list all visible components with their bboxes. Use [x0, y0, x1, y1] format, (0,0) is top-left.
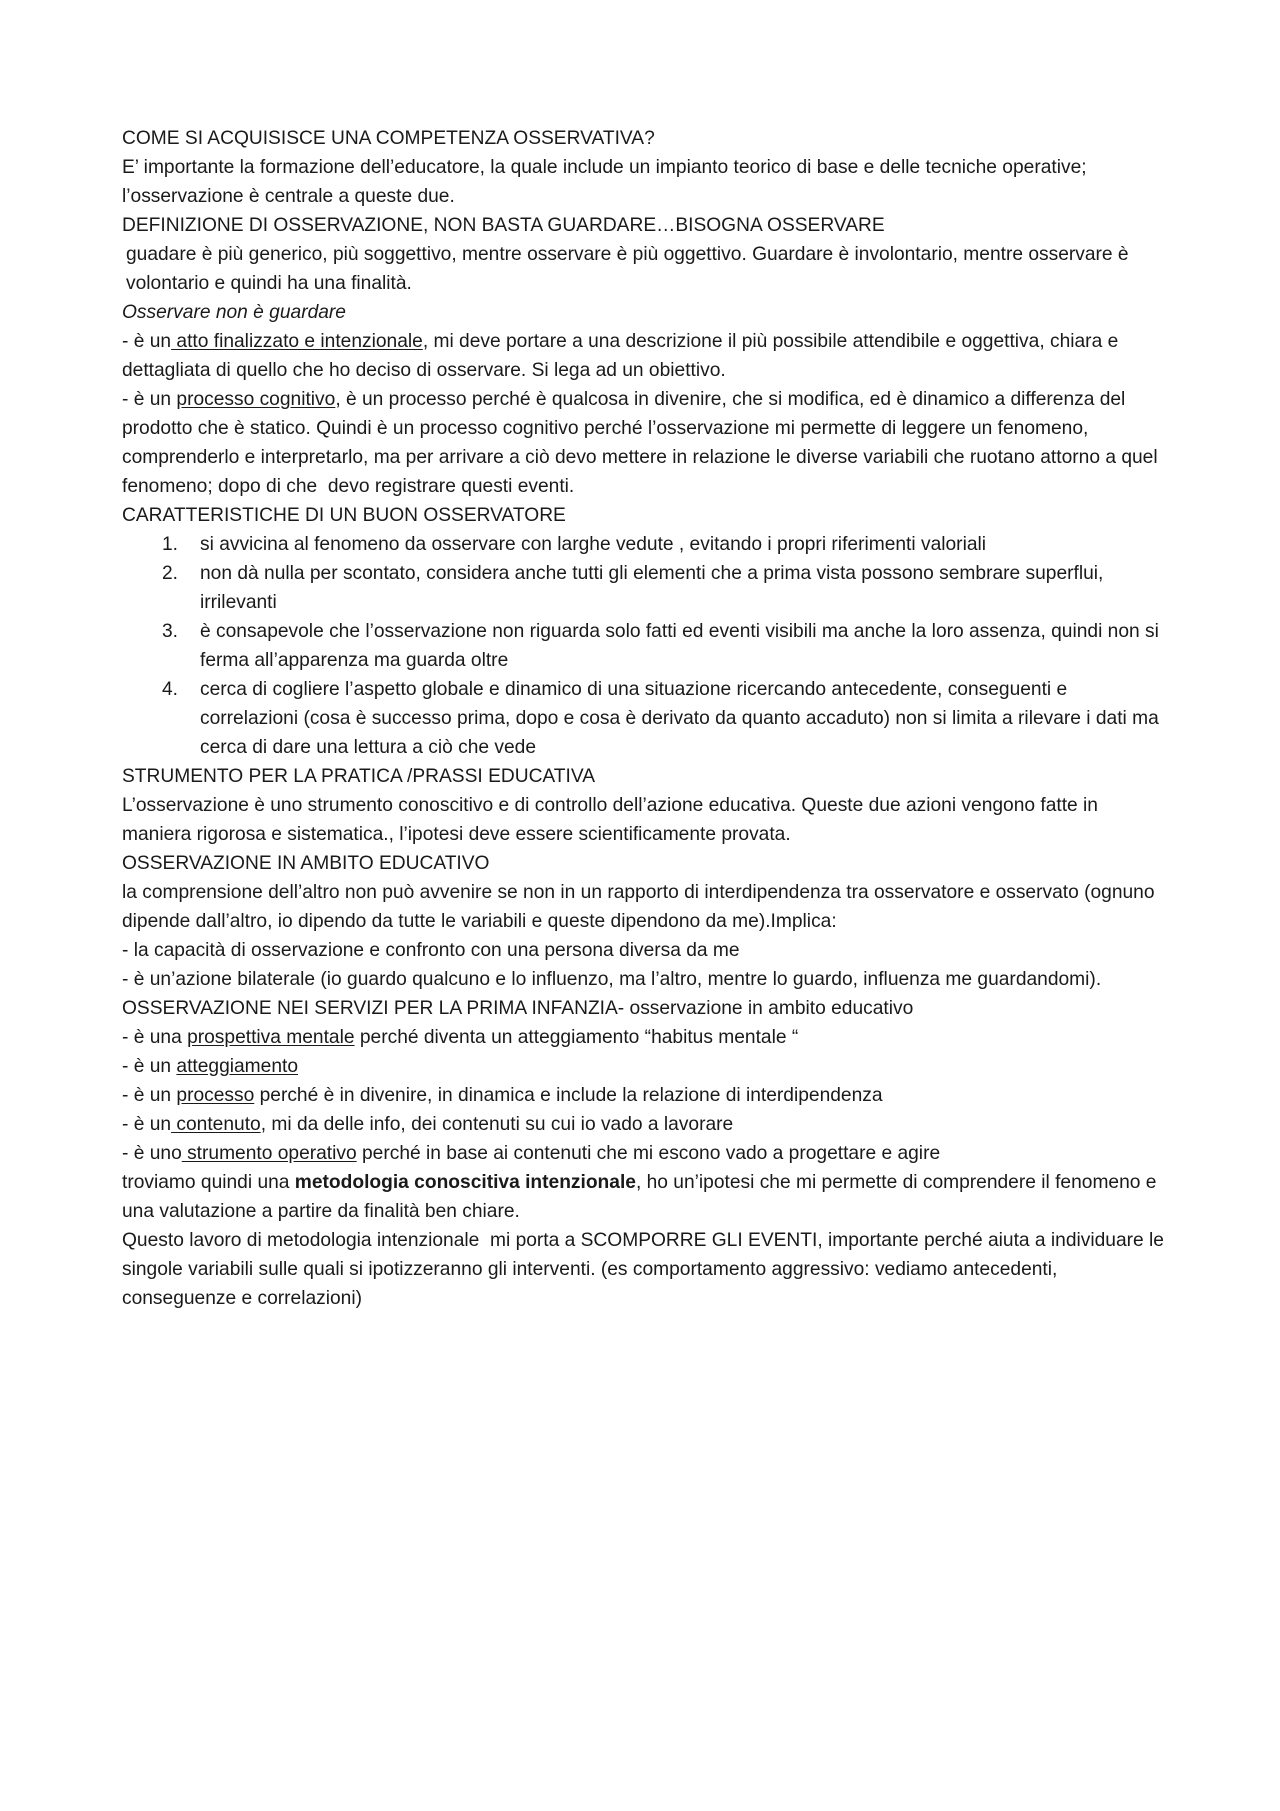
heading-servizi-prima-infanzia: OSSERVAZIONE NEI SERVIZI PER LA PRIMA INFANZIA- osservazione in ambito educativo	[122, 998, 914, 1019]
bullet-processo: - è un processo perché è in divenire, in dinamica e include la relazione di interdipendenza	[122, 1085, 883, 1106]
bullet-azione-bilaterale: - è un’azione bilaterale (io guardo qualcuno e lo influenzo, ma l’altro, mentre lo guardo, influenza me guardandomi).	[122, 969, 1102, 990]
paragraph-guardare-osservare: guadare è più generico, più soggettivo, mentre osservare è più oggettivo. Guardare è involontario, mentre osservare è volontario e quindi ha una finalità.	[126, 244, 1134, 294]
document-page	[122, 124, 1170, 1313]
paragraph-formazione-educatore: E’ importante la formazione dell’educatore, la quale include un impianto teorico di base e delle tecniche operative; l’osservazione è centrale a queste due.	[122, 157, 1092, 207]
list-item: 1. si avvicina al fenomeno da osservare con larghe vedute , evitando i propri riferimenti valoriali	[162, 534, 987, 555]
underlined-prospettiva-mentale: prospettiva mentale	[187, 1027, 355, 1048]
paragraph-interdipendenza: la comprensione dell’altro non può avvenire se non in un rapporto di interdipendenza tra osservatore e osservato (ognuno dipende dall’altro, io dipendo da tutte le variabili e queste dipendono da me).Implica:	[122, 882, 1160, 932]
heading-competenza-osservativa: COME SI ACQUISISCE UNA COMPETENZA OSSERVATIVA?	[122, 128, 655, 149]
bullet-capacita-osservazione: - la capacità di osservazione e confronto con una persona diversa da me	[122, 940, 740, 961]
list-item: 3. è consapevole che l’osservazione non riguarda solo fatti ed eventi visibili ma anche la loro assenza, quindi non si ferma all’apparenza ma guarda oltre	[162, 621, 1159, 671]
bold-metodologia-conoscitiva: metodologia conoscitiva intenzionale	[294, 1172, 636, 1193]
underlined-atto-finalizzato: atto finalizzato e intenzionale	[171, 331, 423, 352]
bullet-processo-cognitivo: - è un processo cognitivo, è un processo perché è qualcosa in divenire, che si modifica, ed è dinamico a differenza del prodotto che è statico. Quindi è un processo cognitivo perché l’osservazione mi permette di leggere un fenomeno, comprenderlo e interpretarlo, ma per arrivare a ciò devo mettere in relazione le diverse variabili che ruotano attorno a quel fenomeno; dopo di che devo registrare questi eventi.	[122, 389, 1163, 497]
bullet-atteggiamento: - è un atteggiamento	[122, 1056, 299, 1077]
bullet-atto-finalizzato: - è un atto finalizzato e intenzionale, mi deve portare a una descrizione il più possibile attendibile e oggettiva, chiara e dettagliata di quello che ho deciso di osservare. Si lega ad un obiettivo.	[122, 331, 1124, 381]
underlined-processo: processo	[176, 1085, 255, 1106]
bullet-prospettiva-mentale: - è una prospettiva mentale perché diventa un atteggiamento “habitus mentale “	[122, 1027, 799, 1048]
heading-caratteristiche-osservatore: CARATTERISTICHE DI UN BUON OSSERVATORE	[122, 505, 566, 526]
bullet-strumento-operativo: - è uno strumento operativo perché in base ai contenuti che mi escono vado a progettare e agire	[122, 1143, 941, 1164]
underlined-processo-cognitivo: processo cognitivo	[176, 389, 336, 410]
list-item: 4. cerca di cogliere l’aspetto globale e dinamico di una situazione ricercando antecedente, conseguenti e correlazioni (cosa è successo prima, dopo e cosa è derivato da quanto accaduto) non si limita a rilevare i dati ma cerca di dare una lettura a ciò che vede	[162, 679, 1159, 758]
paragraph-scomporre-eventi: Questo lavoro di metodologia intenzionale mi porta a SCOMPORRE GLI EVENTI, importante perché aiuta a individuare le singole variabili sulle quali si ipotizzeranno gli interventi. (es comportamento aggressivo: vediamo antecedenti, conseguenze e correlazioni)	[122, 1230, 1170, 1309]
bullet-contenuto: - è un contenuto, mi da delle info, dei contenuti su cui io vado a lavorare	[122, 1114, 734, 1135]
underlined-contenuto: contenuto	[171, 1114, 261, 1135]
italic-osservare-non-guardare: Osservare non è guardare	[122, 302, 346, 323]
underlined-strumento-operativo: strumento operativo	[181, 1143, 357, 1164]
underlined-atteggiamento: atteggiamento	[176, 1056, 299, 1077]
paragraph-metodologia-conoscitiva: troviamo quindi una metodologia conoscitiva intenzionale, ho un’ipotesi che mi permette di comprendere il fenomeno e una valutazione a partire da finalità ben chiare.	[122, 1172, 1162, 1222]
heading-ambito-educativo: OSSERVAZIONE IN AMBITO EDUCATIVO	[122, 853, 490, 874]
list-item: 2. non dà nulla per scontato, considera anche tutti gli elementi che a prima vista possono sembrare superflui, irrilevanti	[162, 563, 1104, 613]
heading-strumento-pratica: STRUMENTO PER LA PRATICA /PRASSI EDUCATIVA	[122, 766, 596, 787]
paragraph-strumento-conoscitivo: L’osservazione è uno strumento conoscitivo e di controllo dell’azione educativa. Queste due azioni vengono fatte in maniera rigorosa e sistematica., l’ipotesi deve essere scientificamente provata.	[122, 795, 1104, 845]
heading-definizione-osservazione: DEFINIZIONE DI OSSERVAZIONE, NON BASTA GUARDARE…BISOGNA OSSERVARE	[122, 215, 885, 236]
numbered-list-caratteristiche	[122, 530, 1167, 762]
